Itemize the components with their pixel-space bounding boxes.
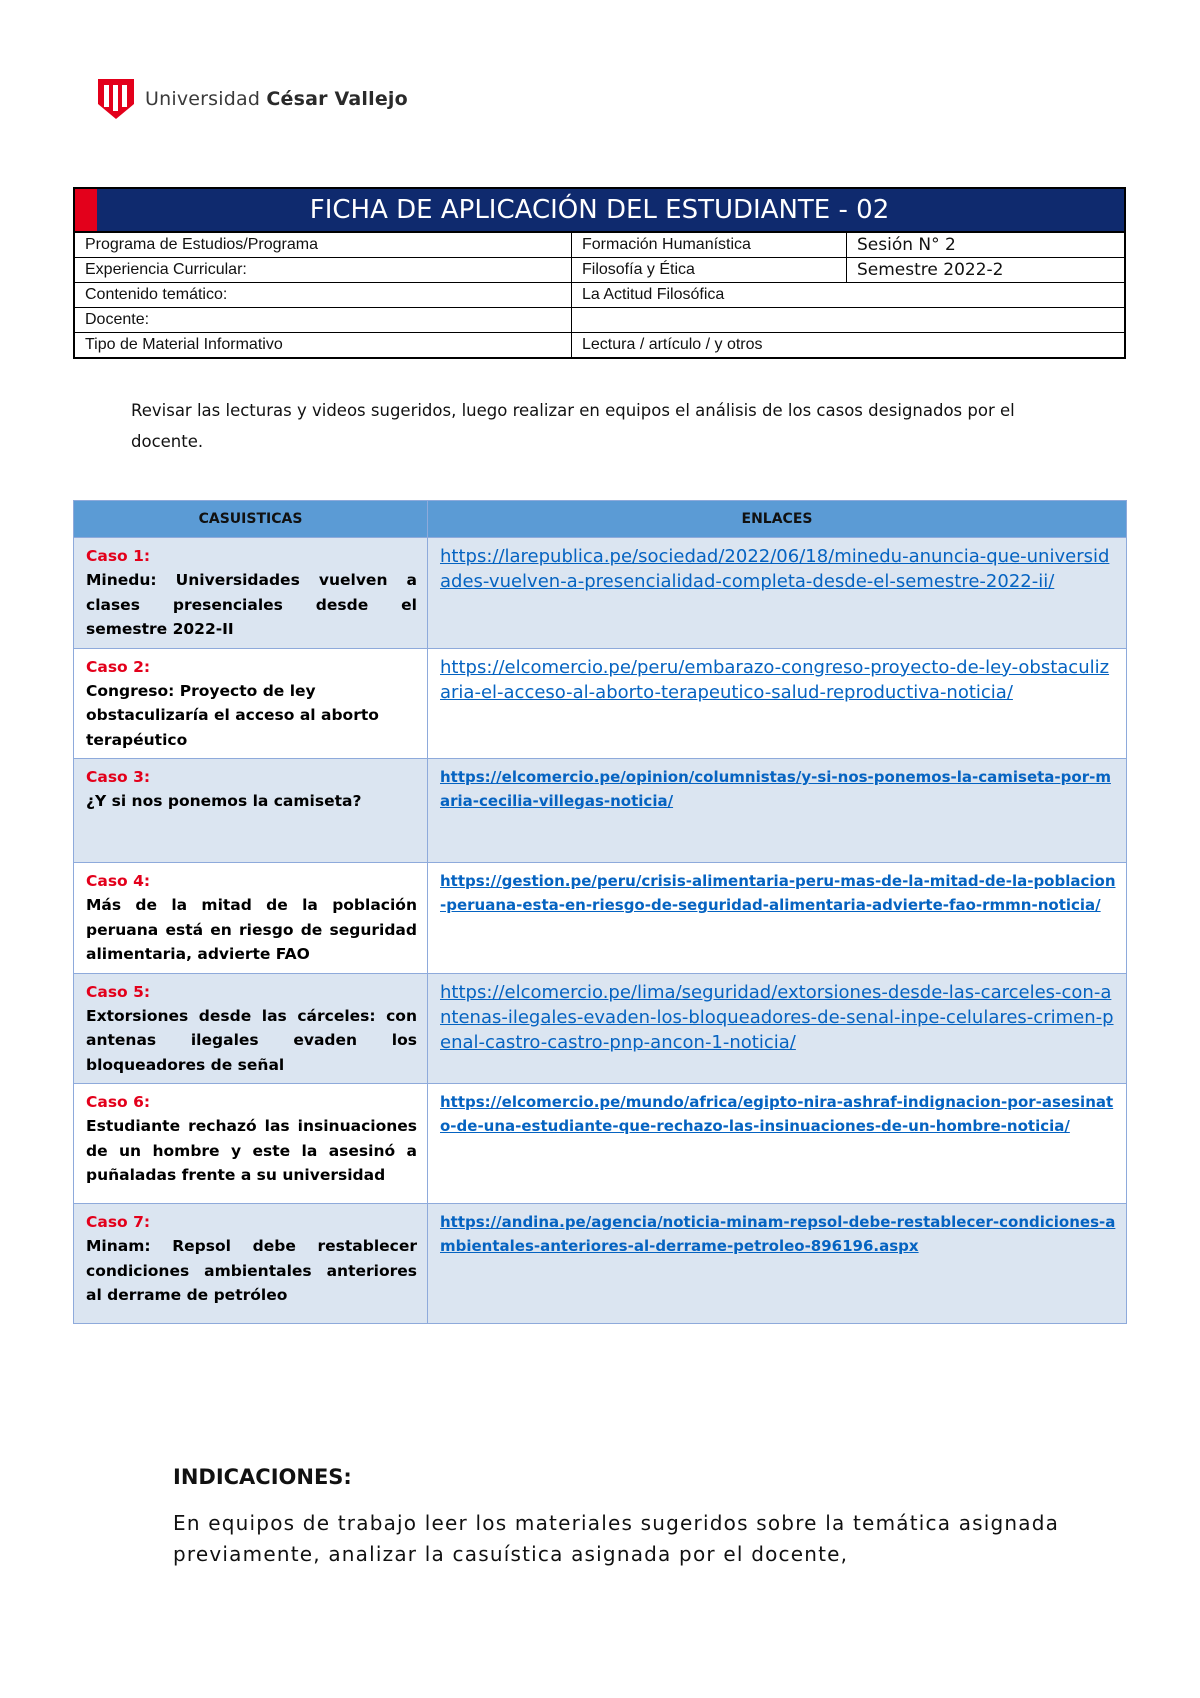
info-label: Contenido temático: [75,283,572,307]
link-cell [428,648,1127,759]
table-row [74,863,1127,974]
info-label: Docente: [75,308,572,332]
info-label: Experiencia Curricular: [75,258,572,282]
table-row [74,973,1127,1084]
info-table [73,187,1126,359]
info-value: Filosofía y Ética [572,258,847,282]
caso-cell [74,1204,428,1324]
table-row [74,759,1127,863]
link-cell [428,973,1127,1084]
info-row-programa [75,233,1124,258]
caso-link[interactable]: https://elcomercio.pe/mundo/africa/egipto-nira-ashraf-indignacion-por-asesinato-de-una-estudiante-que-rechazo-las-insinuaciones-de-un-hombre-noticia/ [440,1093,1114,1135]
link-cell [428,538,1127,649]
caso-number: Caso 6: [86,1093,151,1111]
link-cell [428,863,1127,974]
table-row [74,1084,1127,1204]
university-logo [97,78,408,120]
info-value [572,308,1124,332]
info-semester: Semestre 2022-2 [857,260,1004,280]
casos-table [73,500,1127,1324]
caso-link[interactable]: https://larepublica.pe/sociedad/2022/06/18/minedu-anuncia-que-universidades-vuelven-a-presencialidad-completa-desde-el-semestre-2022-ii/ [440,546,1110,592]
ucv-shield-icon [97,78,135,120]
caso-cell [74,973,428,1084]
caso-cell [74,648,428,759]
table-row [74,538,1127,649]
table-row [74,1204,1127,1324]
caso-title: Minedu: Universidades vuelven a clases presenciales desde el semestre 2022-II [86,571,417,638]
title-bar [75,189,1124,233]
caso-link[interactable]: https://elcomercio.pe/opinion/columnistas/y-si-nos-ponemos-la-camiseta-por-maria-cecilia-villegas-noticia/ [440,768,1111,810]
header-casuisticas: CASUISTICAS [74,501,428,538]
info-row-docente [75,308,1124,333]
caso-number: Caso 7: [86,1213,151,1231]
caso-cell [74,863,428,974]
casos-header-row [74,501,1127,538]
caso-link[interactable]: https://elcomercio.pe/lima/seguridad/extorsiones-desde-las-carceles-con-antenas-ilegales-evaden-los-bloqueadores-de-senal-inpe-celulares-crimen-penal-castro-castro-pnp-ancon-1-noticia/ [440,981,1114,1053]
instructions-text: Revisar las lecturas y videos sugeridos, luego realizar en equipos el análisis de los casos designados por el docente. [131,401,1015,451]
info-label: Programa de Estudios/Programa [75,233,572,257]
caso-number: Caso 5: [86,982,151,1001]
caso-number: Caso 3: [86,768,151,786]
caso-link[interactable]: https://andina.pe/agencia/noticia-minam-repsol-debe-restablecer-condiciones-ambientales-anteriores-al-derrame-petroleo-896196.aspx [440,1213,1116,1255]
info-value: La Actitud Filosófica [582,286,725,303]
caso-title: Congreso: Proyecto de ley obstaculizaría el acceso al aborto terapéutico [86,681,379,749]
table-row [74,648,1127,759]
university-name: Universidad César Vallejo [145,88,408,110]
caso-title: Minam: Repsol debe restablecer condiciones ambientales anteriores al derrame de petróleo [86,1237,417,1304]
info-session: Sesión N° 2 [857,235,956,255]
caso-title: Estudiante rechazó las insinuaciones de un hombre y este la asesinó a puñaladas frente a su universidad [86,1117,417,1184]
caso-cell [74,759,428,863]
caso-cell [74,538,428,649]
caso-cell [74,1084,428,1204]
info-row-contenido [75,283,1124,308]
indicaciones-heading: INDICACIONES: [173,1465,352,1489]
caso-number: Caso 2: [86,657,151,676]
caso-title: Extorsiones desde las cárceles: con antenas ilegales evaden los bloqueadores de señal [86,1006,417,1074]
caso-number: Caso 1: [86,547,151,565]
header-enlaces: ENLACES [428,501,1127,538]
page-title: FICHA DE APLICACIÓN DEL ESTUDIANTE - 02 [309,195,890,225]
info-value: Formación Humanística [572,233,847,257]
info-row-material [75,333,1124,357]
info-label: Tipo de Material Informativo [75,333,572,357]
caso-link[interactable]: https://gestion.pe/peru/crisis-alimentaria-peru-mas-de-la-mitad-de-la-poblacion-peruana-esta-en-riesgo-de-seguridad-alimentaria-advierte-fao-rmmn-noticia/ [440,872,1116,914]
link-cell [428,1084,1127,1204]
indicaciones-text: En equipos de trabajo leer los materiales sugeridos sobre la temática asignada previamente, analizar la casuística asignada por el docente, [173,1511,1060,1566]
link-cell [428,759,1127,863]
caso-link[interactable]: https://elcomercio.pe/peru/embarazo-congreso-proyecto-de-ley-obstaculizaria-el-acceso-al-aborto-terapeutico-salud-reproductiva-noticia/ [440,656,1110,703]
info-value: Lectura / artículo / y otros [582,336,763,353]
info-row-experiencia [75,258,1124,283]
link-cell [428,1204,1127,1324]
caso-title: Más de la mitad de la población peruana está en riesgo de seguridad alimentaria, advierte FAO [86,896,417,963]
caso-title: ¿Y si nos ponemos la camiseta? [86,792,362,810]
caso-number: Caso 4: [86,872,151,890]
